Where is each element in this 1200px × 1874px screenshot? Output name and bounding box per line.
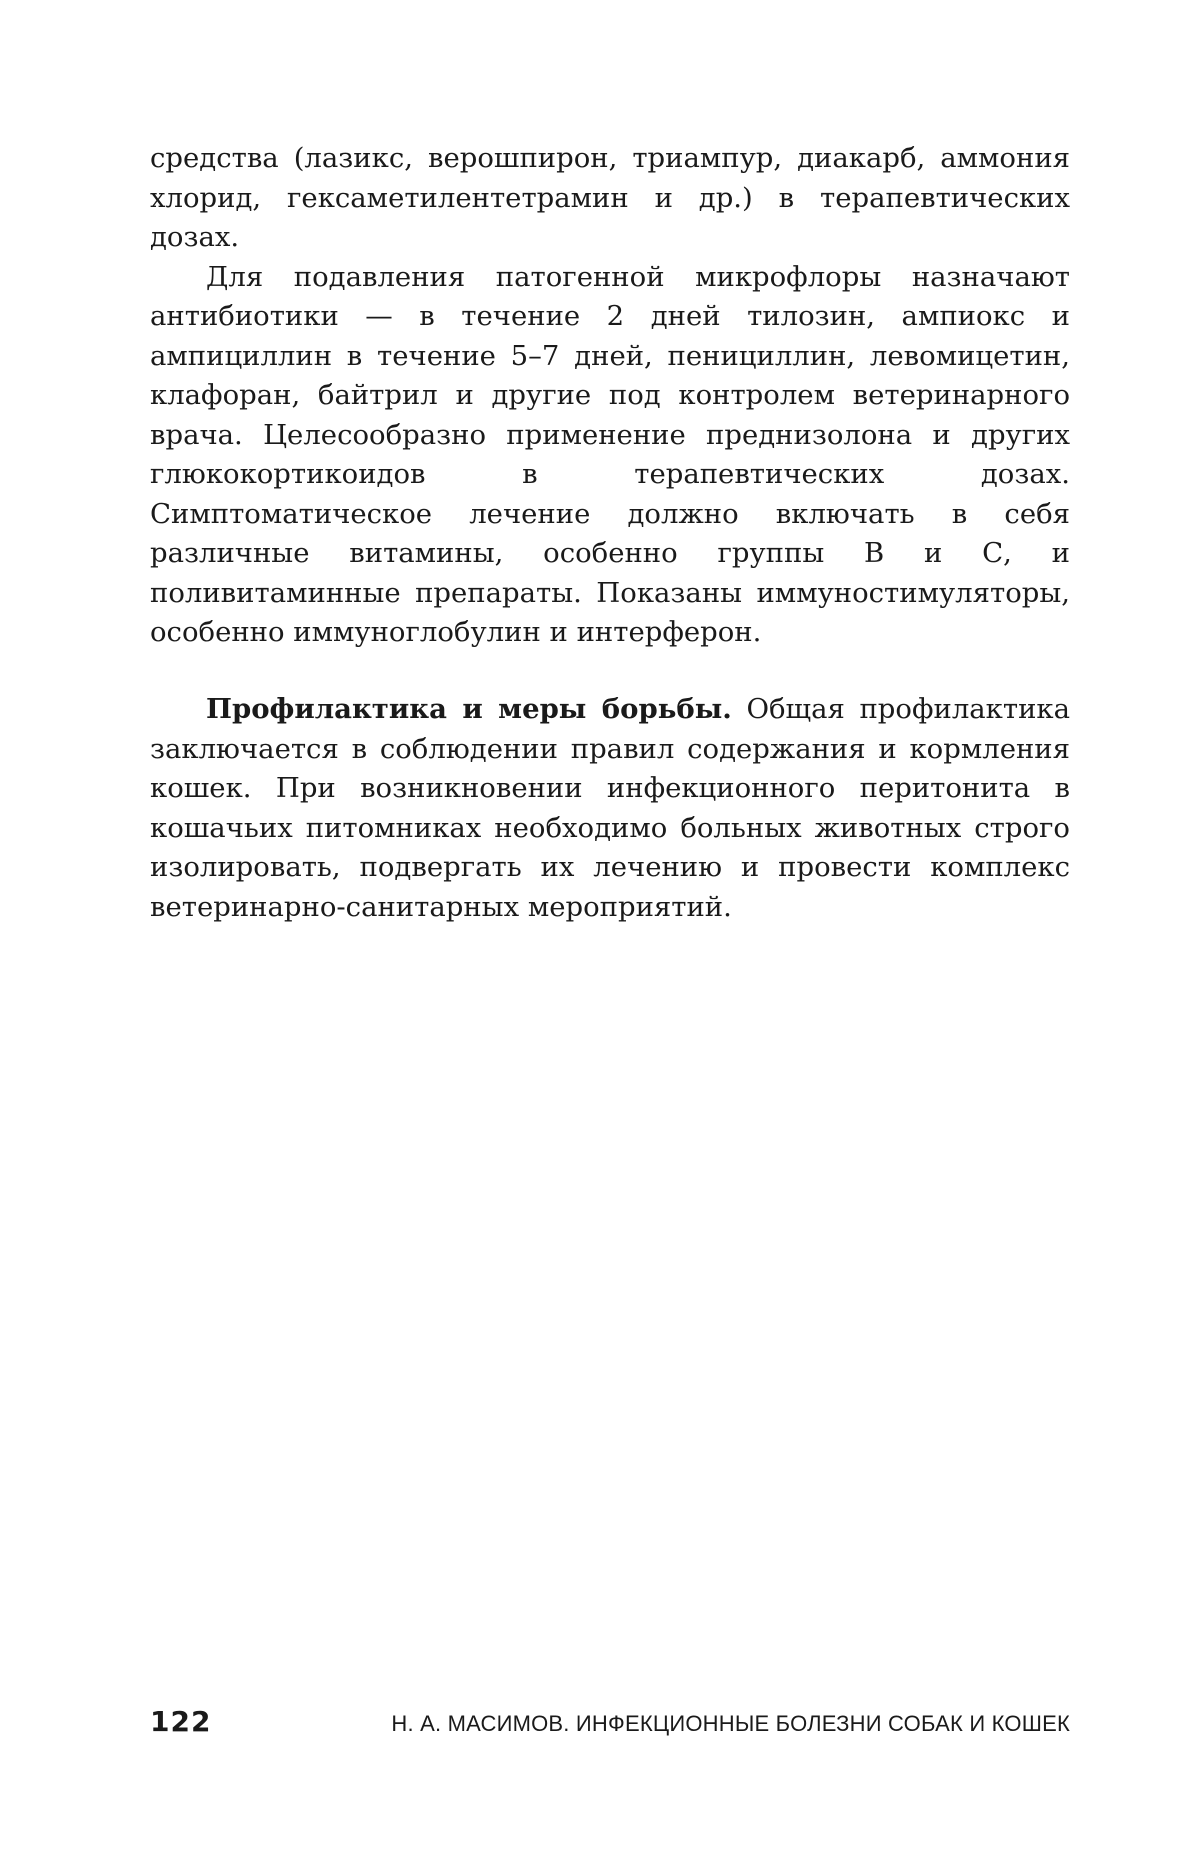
page-number: 122: [150, 1705, 212, 1738]
paragraph-continuation: средства (лазикс, верошпирон, триампур, диакарб, аммония хлорид, гексаметилентетрамин и др.) в терапевтических дозах.: [150, 142, 1070, 253]
main-text-block: [150, 139, 1070, 653]
page-footer: [150, 1705, 1070, 1745]
section-heading: Профилактика и меры борьбы.: [206, 693, 732, 725]
paragraph-treatment: Для подавления патогенной микрофлоры назначают антибиотики — в течение 2 дней тилозин, ампиокс и ампициллин в течение 5–7 дней, пенициллин, левомицетин, клафоран, байтрил и другие под контролем ветеринарного врача. Целесообразно применение преднизолона и других глюкокортикоидов в терапевтических дозах. Симптоматическое лечение должно включать в себя различные витамины, особенно группы В и С, и поливитаминные препараты. Показаны иммуностимуляторы, особенно иммуноглобулин и интерферон.: [150, 260, 1070, 648]
paragraph-prevention: [150, 690, 1070, 927]
running-head: Н. А. МАСИМОВ. ИНФЕКЦИОННЫЕ БОЛЕЗНИ СОБАК И КОШЕК: [391, 1711, 1070, 1736]
prevention-section: [150, 690, 1070, 927]
section-body: Общая профилактика заключается в соблюдении правил содержания и кормления кошек. При возникновении инфекционного перитонита в кошачьих питомниках необходимо больных животных строго изолировать, подвергать их лечению и провести комплекс ветеринарно-санитарных мероприятий.: [150, 693, 1070, 923]
